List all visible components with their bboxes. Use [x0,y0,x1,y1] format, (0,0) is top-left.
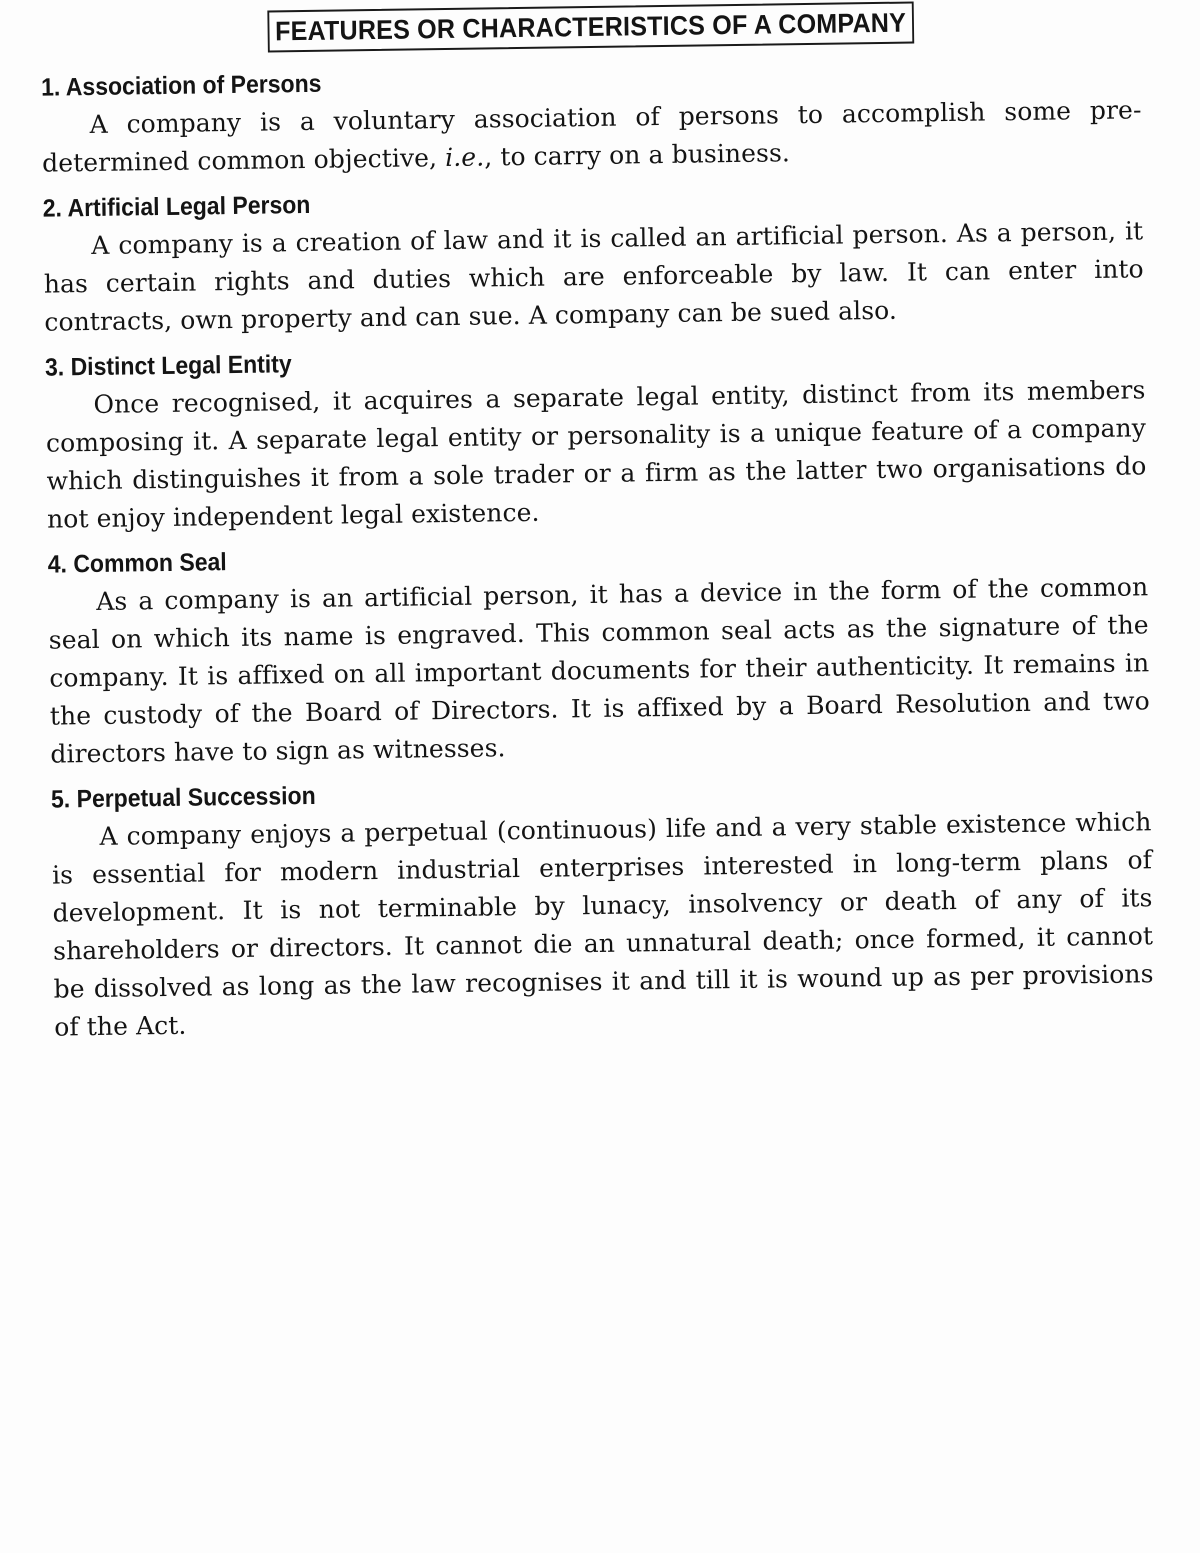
section-heading [43,191,311,224]
body-text: A company is a voluntary association of persons to accomplish some pre-determined common objective, [41,95,1142,178]
section-distinct-legal-entity [45,338,1147,538]
section-number: 5. [50,785,71,814]
section-number: 1. [40,73,61,102]
section-number: 2. [42,194,63,223]
section-title: Artificial Legal Person [67,190,311,223]
title-wrapper [40,0,1140,56]
section-number: 4. [47,550,68,579]
section-title: Perpetual Succession [76,781,316,814]
body-text: , to carry on a business. [484,138,791,172]
section-perpetual-succession [51,770,1155,1046]
section-title: Distinct Legal Entity [70,350,292,382]
section-heading [48,548,227,579]
section-body: A company is a creation of law and it is called an artificial person. As a person, it has certain rights and duties which are enforceable by law. It can enter into contracts, own property and can sue. A company can be sued also. [43,216,1144,337]
body-italic-text: i.e. [444,142,485,173]
section-artificial-legal-person [43,179,1145,341]
section-association-of-persons [41,58,1142,182]
section-body [41,91,1142,182]
section-body: As a company is an artificial person, it has a device in the form of the common seal on which its name is engraved. This common seal acts as the signature of the company. It is affixed on all important documents for their authenticity. It remains in the custody of the Board of Directors. It is affixed by a Board Resolution and two directors have to sign as witnesses. [48,572,1150,769]
section-body: Once recognised, it acquires a separate legal entity, distinct from its members composing it. A separate legal entity or personality is a unique feature of a company which distinguishes it from a sole trader or a firm as the latter two organisations do not enjoy independent legal existence. [45,375,1147,534]
section-common-seal [48,535,1151,773]
section-heading [45,350,292,382]
section-body: A company enjoys a perpetual (continuous) life and a very stable existence which is essential for modern industrial enterprises interested in long-term plans of development. It is not terminable by lunacy, insolvency or death of any of its shareholders or directors. It cannot die an unnatural death; once formed, it cannot be dissolved as long as the law recognises it and till it is wound up as per provisions of the Act. [51,807,1154,1042]
section-number: 3. [44,353,65,382]
section-heading [51,782,316,815]
section-heading [41,70,322,103]
section-title: Common Seal [73,548,227,579]
page-content [40,0,1154,1059]
page-title: FEATURES OR CHARACTERISTICS OF A COMPANY [267,1,913,52]
section-title: Association of Persons [65,69,322,102]
